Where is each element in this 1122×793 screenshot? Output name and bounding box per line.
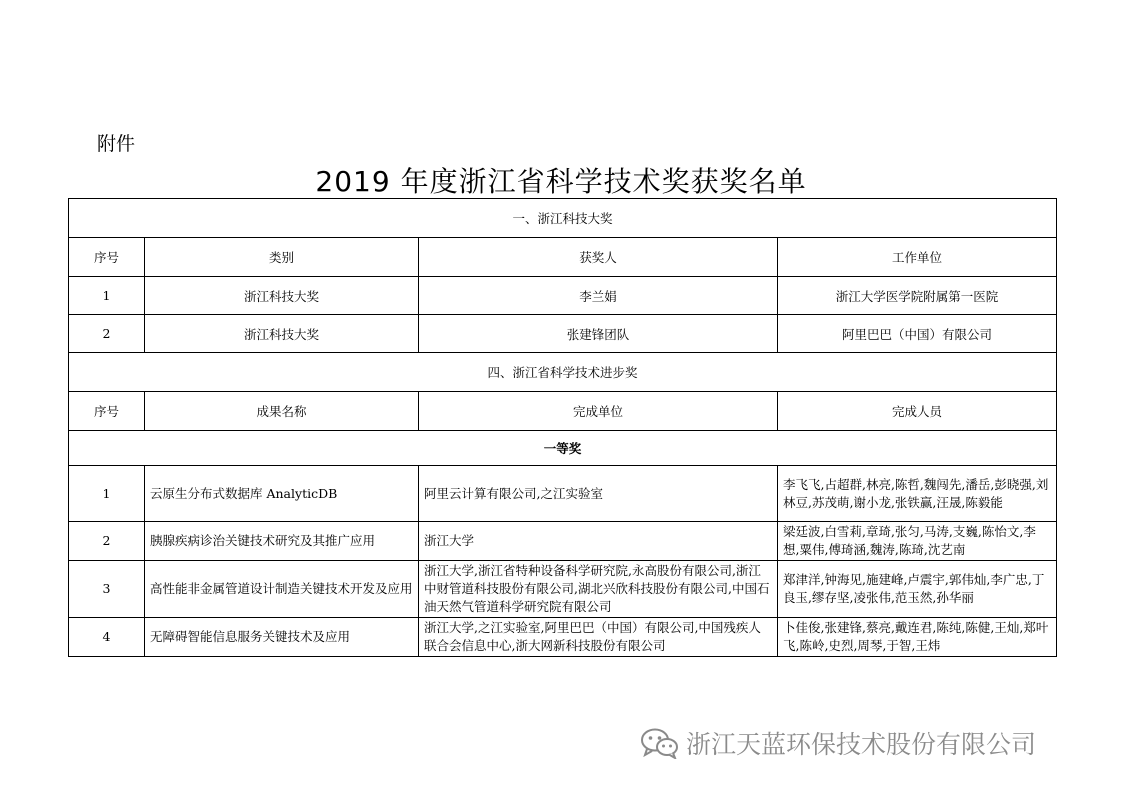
header-cell: 类别	[145, 238, 419, 277]
winner-cell: 李兰娟	[419, 277, 778, 315]
units-cell: 浙江大学	[419, 522, 778, 561]
header-cell: 完成人员	[778, 392, 1057, 431]
table-row	[69, 315, 1057, 353]
table-header-row	[69, 238, 1057, 277]
row-number: 1	[69, 466, 145, 522]
people-cell: 郑津洋,钟海见,施建峰,卢震宇,郭伟灿,李广忠,丁良玉,缪存坚,凌张伟,范玉然,孙华丽	[778, 561, 1057, 618]
watermark	[640, 725, 1036, 761]
project-name-cell: 云原生分布式数据库 AnalyticDB	[145, 466, 419, 522]
project-name-cell: 胰腺疾病诊治关键技术研究及其推广应用	[145, 522, 419, 561]
row-number: 2	[69, 522, 145, 561]
header-cell: 序号	[69, 238, 145, 277]
table-row	[69, 561, 1057, 618]
units-cell: 浙江大学,之江实验室,阿里巴巴（中国）有限公司,中国残疾人联合会信息中心,浙大网新科技股份有限公司	[419, 618, 778, 657]
awards-table	[68, 198, 1057, 657]
row-number: 4	[69, 618, 145, 657]
people-cell: 卜佳俊,张建锋,蔡亮,戴连君,陈纯,陈健,王灿,郑叶飞,陈岭,史烈,周琴,于智,王炜	[778, 618, 1057, 657]
row-number: 2	[69, 315, 145, 353]
people-cell: 李飞飞,占超群,林亮,陈哲,魏闯先,潘岳,彭晓强,刘林豆,苏茂萌,谢小龙,张铁赢,汪晟,陈毅能	[778, 466, 1057, 522]
header-cell: 完成单位	[419, 392, 778, 431]
section4-heading: 四、浙江省科学技术进步奖	[69, 353, 1057, 392]
header-cell: 获奖人	[419, 238, 778, 277]
header-cell: 序号	[69, 392, 145, 431]
wechat-icon	[640, 727, 680, 759]
section-heading-row	[69, 353, 1057, 392]
row-number: 1	[69, 277, 145, 315]
unit-cell: 浙江大学医学院附属第一医院	[778, 277, 1057, 315]
table-row	[69, 522, 1057, 561]
category-cell: 浙江科技大奖	[145, 277, 419, 315]
watermark-text: 浙江天蓝环保技术股份有限公司	[686, 730, 1037, 759]
document-title: 2019 年度浙江省科学技术奖获奖名单	[315, 165, 807, 198]
row-number: 3	[69, 561, 145, 618]
grade-row	[69, 431, 1057, 466]
header-cell: 成果名称	[145, 392, 419, 431]
unit-cell: 阿里巴巴（中国）有限公司	[778, 315, 1057, 353]
table-header-row	[69, 392, 1057, 431]
header-cell: 工作单位	[778, 238, 1057, 277]
project-name-cell: 高性能非金属管道设计制造关键技术开发及应用	[145, 561, 419, 618]
people-cell: 梁廷波,白雪莉,章琦,张匀,马涛,支巍,陈怡文,李想,粟伟,傅琦涵,魏涛,陈琦,沈艺南	[778, 522, 1057, 561]
table-row	[69, 277, 1057, 315]
category-cell: 浙江科技大奖	[145, 315, 419, 353]
section1-heading: 一、浙江科技大奖	[69, 199, 1057, 238]
attachment-label: 附件	[97, 133, 136, 155]
section-heading-row	[69, 199, 1057, 238]
project-name-cell: 无障碍智能信息服务关键技术及应用	[145, 618, 419, 657]
units-cell: 阿里云计算有限公司,之江实验室	[419, 466, 778, 522]
units-cell: 浙江大学,浙江省特种设备科学研究院,永高股份有限公司,浙江中财管道科技股份有限公司,湖北兴欣科技股份有限公司,中国石油天然气管道科学研究院有限公司	[419, 561, 778, 618]
table-row	[69, 618, 1057, 657]
winner-cell: 张建锋团队	[419, 315, 778, 353]
grade-label: 一等奖	[69, 431, 1057, 466]
table-row	[69, 466, 1057, 522]
